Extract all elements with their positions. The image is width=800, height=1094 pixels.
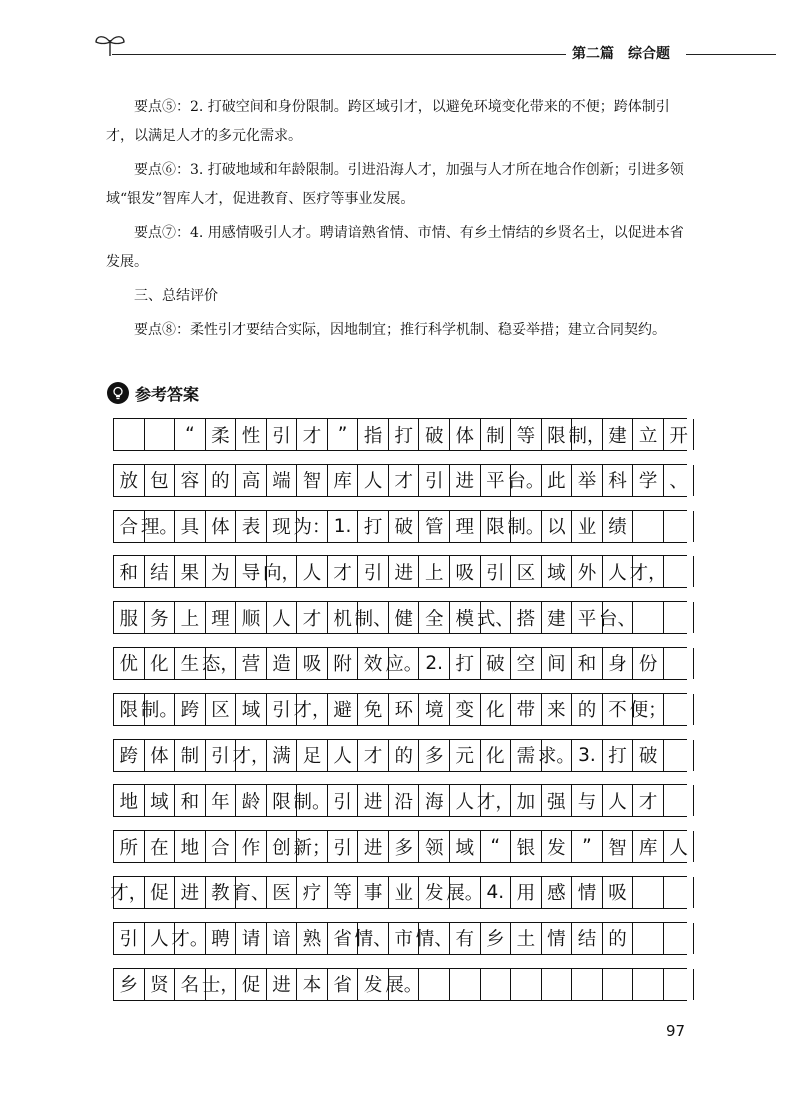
grid-cell: 建 bbox=[603, 419, 634, 450]
grid-cell: 所 bbox=[114, 831, 145, 862]
grid-cell: 破 bbox=[389, 511, 420, 542]
grid-cell: 展。 bbox=[450, 877, 481, 908]
grid-cell: 才 bbox=[328, 556, 359, 587]
grid-cell: 此 bbox=[542, 465, 573, 496]
grid-cell: 谙 bbox=[267, 923, 298, 954]
grid-cell: 全 bbox=[419, 602, 450, 633]
grid-cell: 人 bbox=[145, 923, 176, 954]
answer-title: 参考答案 bbox=[135, 384, 200, 404]
grid-cell: 破 bbox=[633, 740, 664, 771]
grid-cell bbox=[145, 419, 176, 450]
grid-cell: 事 bbox=[358, 877, 389, 908]
grid-cell: 柔 bbox=[206, 419, 237, 450]
grid-cell: 吸 bbox=[297, 648, 328, 679]
grid-cell: 新； bbox=[297, 831, 328, 862]
grid-cell bbox=[664, 923, 695, 954]
grid-cell: 用 bbox=[511, 877, 542, 908]
grid-cell: 导 bbox=[236, 556, 267, 587]
grid-cell: 求。 bbox=[542, 740, 573, 771]
grid-cell: 发 bbox=[358, 969, 389, 1000]
grid-cell: 才 bbox=[297, 419, 328, 450]
grid-cell bbox=[114, 419, 145, 450]
grid-cell: 为： bbox=[297, 511, 328, 542]
grid-cell: 具 bbox=[175, 511, 206, 542]
grid-cell: 情、 bbox=[419, 923, 450, 954]
grid-cell: 促 bbox=[145, 877, 176, 908]
grid-cell: 加 bbox=[511, 785, 542, 816]
grid-cell: 的 bbox=[603, 923, 634, 954]
grid-cell: 台、 bbox=[603, 602, 634, 633]
grid-cell: 展。 bbox=[389, 969, 420, 1000]
grid-cell: 才， bbox=[114, 877, 145, 908]
grid-cell: 引 bbox=[206, 740, 237, 771]
grid-cell: 效 bbox=[358, 648, 389, 679]
grid-cell: 便； bbox=[633, 694, 664, 725]
grid-cell: 业 bbox=[572, 511, 603, 542]
grid-cell: 制。 bbox=[297, 785, 328, 816]
grid-cell: 才 bbox=[297, 602, 328, 633]
grid-cell bbox=[664, 785, 695, 816]
grid-cell: 促 bbox=[236, 969, 267, 1000]
grid-row bbox=[113, 830, 687, 863]
grid-cell: 营 bbox=[236, 648, 267, 679]
grid-cell: 发 bbox=[419, 877, 450, 908]
grid-cell: 育、 bbox=[236, 877, 267, 908]
grid-cell: 附 bbox=[328, 648, 359, 679]
grid-cell: 在 bbox=[145, 831, 176, 862]
grid-cell: 引 bbox=[267, 694, 298, 725]
grid-cell: 海 bbox=[419, 785, 450, 816]
grid-cell: 现 bbox=[267, 511, 298, 542]
grid-cell: 健 bbox=[389, 602, 420, 633]
grid-cell: 化 bbox=[481, 740, 512, 771]
grid-cell: 库 bbox=[328, 465, 359, 496]
grid-cell: 的 bbox=[206, 465, 237, 496]
grid-cell bbox=[511, 969, 542, 1000]
grid-row bbox=[113, 739, 687, 772]
grid-row bbox=[113, 693, 687, 726]
grid-cell: 引 bbox=[419, 465, 450, 496]
grid-cell: 情、 bbox=[358, 923, 389, 954]
grid-cell: 元 bbox=[450, 740, 481, 771]
grid-cell: 建 bbox=[542, 602, 573, 633]
grid-cell: 作 bbox=[236, 831, 267, 862]
grid-cell: 绩 bbox=[603, 511, 634, 542]
grid-cell: 满 bbox=[267, 740, 298, 771]
grid-cell: 和 bbox=[175, 785, 206, 816]
grid-cell: 结 bbox=[572, 923, 603, 954]
grid-cell: 体 bbox=[206, 511, 237, 542]
grid-cell: 外 bbox=[572, 556, 603, 587]
grid-cell: 区 bbox=[206, 694, 237, 725]
grid-cell: 制、 bbox=[358, 602, 389, 633]
grid-cell: 环 bbox=[389, 694, 420, 725]
grid-cell: 免 bbox=[358, 694, 389, 725]
grid-cell bbox=[450, 969, 481, 1000]
grid-cell: 进 bbox=[389, 556, 420, 587]
grid-cell: 龄 bbox=[236, 785, 267, 816]
grid-cell: 高 bbox=[236, 465, 267, 496]
grid-cell: 才 bbox=[358, 740, 389, 771]
grid-cell: 限 bbox=[542, 419, 573, 450]
grid-cell: 优 bbox=[114, 648, 145, 679]
grid-cell: 医 bbox=[267, 877, 298, 908]
grid-cell: 体 bbox=[145, 740, 176, 771]
grid-cell: 多 bbox=[419, 740, 450, 771]
grid-cell: 科 bbox=[603, 465, 634, 496]
grid-cell: 省 bbox=[328, 923, 359, 954]
grid-cell: ” bbox=[572, 831, 603, 862]
grid-cell: 疗 bbox=[297, 877, 328, 908]
grid-cell: 4. bbox=[481, 877, 512, 908]
section-title: 第二篇 综合题 bbox=[566, 43, 698, 63]
grid-cell bbox=[633, 877, 664, 908]
grid-cell: 省 bbox=[328, 969, 359, 1000]
grid-cell: 合 bbox=[206, 831, 237, 862]
grid-cell: 端 bbox=[267, 465, 298, 496]
grid-cell: 打 bbox=[450, 648, 481, 679]
grid-cell: 理。 bbox=[145, 511, 176, 542]
grid-cell: 境 bbox=[419, 694, 450, 725]
answer-heading bbox=[107, 380, 199, 406]
grid-cell: 指 bbox=[358, 419, 389, 450]
grid-cell: 破 bbox=[419, 419, 450, 450]
grid-cell: 进 bbox=[450, 465, 481, 496]
grid-cell bbox=[664, 556, 695, 587]
grid-cell: 份 bbox=[633, 648, 664, 679]
grid-row bbox=[113, 601, 687, 634]
grid-cell: 制。 bbox=[511, 511, 542, 542]
grid-cell: 乡 bbox=[114, 969, 145, 1000]
grid-row bbox=[113, 922, 687, 955]
grid-cell: 理 bbox=[450, 511, 481, 542]
grid-cell: ” bbox=[328, 419, 359, 450]
grid-cell: 平 bbox=[481, 465, 512, 496]
grid-cell: 变 bbox=[450, 694, 481, 725]
grid-cell: 需 bbox=[511, 740, 542, 771]
grid-cell: 发 bbox=[542, 831, 573, 862]
section-heading-summary: 三、总结评价 bbox=[134, 288, 218, 304]
grid-cell: 台。 bbox=[511, 465, 542, 496]
grid-row bbox=[113, 647, 687, 680]
grid-row bbox=[110, 876, 687, 909]
grid-cell: 业 bbox=[389, 877, 420, 908]
lightbulb-icon bbox=[107, 382, 129, 404]
grid-cell: 足 bbox=[297, 740, 328, 771]
grid-cell: 模 bbox=[450, 602, 481, 633]
grid-cell: 域 bbox=[145, 785, 176, 816]
grid-row bbox=[113, 418, 687, 451]
grid-cell: 2. bbox=[419, 648, 450, 679]
grid-cell: 人 bbox=[603, 785, 634, 816]
grid-cell: 平 bbox=[572, 602, 603, 633]
grid-cell: 人 bbox=[297, 556, 328, 587]
grid-cell: 进 bbox=[175, 877, 206, 908]
grid-cell: 体 bbox=[450, 419, 481, 450]
grid-row bbox=[113, 464, 687, 497]
grid-cell: 限 bbox=[114, 694, 145, 725]
point-7: 要点⑦：4. 用感情吸引人才。聘请谙熟省情、市情、有乡土情结的乡贤名士，以促进本省发展。 bbox=[106, 225, 684, 270]
page-number: 97 bbox=[666, 1022, 686, 1040]
grid-cell bbox=[542, 969, 573, 1000]
header-rule-right bbox=[686, 54, 776, 55]
grid-cell: 开 bbox=[664, 419, 695, 450]
answer-grid bbox=[110, 418, 688, 1013]
grid-cell bbox=[664, 877, 695, 908]
grid-cell: 市 bbox=[389, 923, 420, 954]
grid-cell: 果 bbox=[175, 556, 206, 587]
grid-cell: 搭 bbox=[511, 602, 542, 633]
grid-cell: 打 bbox=[603, 740, 634, 771]
grid-cell: 引 bbox=[328, 831, 359, 862]
grid-cell: 身 bbox=[603, 648, 634, 679]
grid-cell: 情 bbox=[572, 877, 603, 908]
grid-cell bbox=[664, 511, 695, 542]
grid-cell: 容 bbox=[175, 465, 206, 496]
grid-cell bbox=[664, 602, 695, 633]
grid-cell: 领 bbox=[419, 831, 450, 862]
grid-cell: 制 bbox=[481, 419, 512, 450]
grid-cell bbox=[664, 694, 695, 725]
grid-cell: 打 bbox=[358, 511, 389, 542]
grid-cell: 3. bbox=[572, 740, 603, 771]
grid-cell: 制。 bbox=[145, 694, 176, 725]
grid-cell bbox=[664, 648, 695, 679]
grid-cell bbox=[664, 740, 695, 771]
grid-cell: 多 bbox=[389, 831, 420, 862]
grid-cell bbox=[419, 969, 450, 1000]
grid-cell: 1. bbox=[328, 511, 359, 542]
grid-cell: 情 bbox=[542, 923, 573, 954]
grid-cell: 士， bbox=[206, 969, 237, 1000]
grid-cell: 感 bbox=[542, 877, 573, 908]
grid-cell: 、 bbox=[664, 465, 695, 496]
grid-cell: 式、 bbox=[481, 602, 512, 633]
grid-cell: 名 bbox=[175, 969, 206, 1000]
grid-cell bbox=[633, 969, 664, 1000]
grid-cell: 贤 bbox=[145, 969, 176, 1000]
grid-cell: 等 bbox=[511, 419, 542, 450]
grid-cell: 人 bbox=[603, 556, 634, 587]
grid-cell: 来 bbox=[542, 694, 573, 725]
grid-cell: 立 bbox=[633, 419, 664, 450]
grid-cell: 人 bbox=[358, 465, 389, 496]
point-8: 要点⑧：柔性引才要结合实际，因地制宜；推行科学机制、稳妥举措；建立合同契约。 bbox=[134, 322, 666, 338]
key-points bbox=[106, 93, 696, 350]
grid-cell: 区 bbox=[511, 556, 542, 587]
grid-cell: 聘 bbox=[206, 923, 237, 954]
grid-cell: 结 bbox=[145, 556, 176, 587]
grid-cell: 造 bbox=[267, 648, 298, 679]
grid-cell: 限 bbox=[481, 511, 512, 542]
grid-row bbox=[113, 555, 687, 588]
grid-cell: 智 bbox=[603, 831, 634, 862]
grid-cell: 本 bbox=[297, 969, 328, 1000]
grid-cell: 强 bbox=[542, 785, 573, 816]
grid-cell: 和 bbox=[114, 556, 145, 587]
grid-cell: 智 bbox=[297, 465, 328, 496]
grid-cell: 的 bbox=[389, 740, 420, 771]
grid-cell: 化 bbox=[145, 648, 176, 679]
grid-cell: 熟 bbox=[297, 923, 328, 954]
grid-cell: 才 bbox=[389, 465, 420, 496]
grid-cell: 吸 bbox=[450, 556, 481, 587]
grid-cell bbox=[481, 969, 512, 1000]
grid-cell: 才 bbox=[633, 785, 664, 816]
grid-cell: 吸 bbox=[603, 877, 634, 908]
grid-cell: 引 bbox=[267, 419, 298, 450]
grid-cell: 制 bbox=[175, 740, 206, 771]
grid-cell: 人 bbox=[664, 831, 695, 862]
grid-cell: 应。 bbox=[389, 648, 420, 679]
grid-cell: 进 bbox=[358, 831, 389, 862]
grid-cell bbox=[664, 969, 695, 1000]
grid-cell: 人 bbox=[267, 602, 298, 633]
grid-cell: 化 bbox=[481, 694, 512, 725]
grid-cell: 以 bbox=[542, 511, 573, 542]
grid-cell bbox=[633, 511, 664, 542]
grid-cell: 有 bbox=[450, 923, 481, 954]
grid-cell: 引 bbox=[328, 785, 359, 816]
grid-cell: 学 bbox=[633, 465, 664, 496]
grid-cell: 等 bbox=[328, 877, 359, 908]
grid-cell: 才， bbox=[297, 694, 328, 725]
grid-cell: 理 bbox=[206, 602, 237, 633]
grid-cell: 地 bbox=[175, 831, 206, 862]
grid-cell: 人 bbox=[328, 740, 359, 771]
grid-cell: 务 bbox=[145, 602, 176, 633]
grid-cell: 引 bbox=[481, 556, 512, 587]
grid-cell: 与 bbox=[572, 785, 603, 816]
grid-cell: 才。 bbox=[175, 923, 206, 954]
grid-row bbox=[113, 968, 687, 1001]
grid-cell: 进 bbox=[358, 785, 389, 816]
grid-cell: “ bbox=[481, 831, 512, 862]
grid-row bbox=[113, 510, 687, 543]
grid-cell: 合 bbox=[114, 511, 145, 542]
grid-cell: 顺 bbox=[236, 602, 267, 633]
page-header bbox=[90, 26, 776, 66]
grid-cell: 间 bbox=[542, 648, 573, 679]
grid-cell: 破 bbox=[481, 648, 512, 679]
grid-cell: 为 bbox=[206, 556, 237, 587]
grid-cell: 态， bbox=[206, 648, 237, 679]
grid-cell: 的 bbox=[572, 694, 603, 725]
grid-cell: 沿 bbox=[389, 785, 420, 816]
grid-cell: 乡 bbox=[481, 923, 512, 954]
grid-cell: 向， bbox=[267, 556, 298, 587]
grid-cell: 人 bbox=[450, 785, 481, 816]
grid-cell: 制， bbox=[572, 419, 603, 450]
grid-row bbox=[113, 784, 687, 817]
grid-cell: 创 bbox=[267, 831, 298, 862]
grid-cell: 限 bbox=[267, 785, 298, 816]
grid-cell: 域 bbox=[450, 831, 481, 862]
grid-cell: 打 bbox=[389, 419, 420, 450]
grid-cell: 域 bbox=[236, 694, 267, 725]
point-6: 要点⑥：3. 打破地域和年龄限制。引进沿海人才，加强与人才所在地合作创新；引进多领域“银发”智库人才，促进教育、医疗等事业发展。 bbox=[106, 162, 684, 207]
grid-cell: 机 bbox=[328, 602, 359, 633]
grid-cell: 放 bbox=[114, 465, 145, 496]
grid-cell: 域 bbox=[542, 556, 573, 587]
grid-cell: 上 bbox=[419, 556, 450, 587]
sprout-icon bbox=[90, 26, 130, 66]
grid-cell bbox=[633, 923, 664, 954]
grid-cell: 地 bbox=[114, 785, 145, 816]
grid-cell: 引 bbox=[358, 556, 389, 587]
grid-cell: 教 bbox=[206, 877, 237, 908]
grid-cell: 包 bbox=[145, 465, 176, 496]
grid-cell: 服 bbox=[114, 602, 145, 633]
grid-cell: 银 bbox=[511, 831, 542, 862]
grid-cell: 跨 bbox=[175, 694, 206, 725]
grid-cell: 跨 bbox=[114, 740, 145, 771]
grid-cell: 生 bbox=[175, 648, 206, 679]
grid-cell bbox=[633, 602, 664, 633]
grid-cell: 才， bbox=[481, 785, 512, 816]
grid-cell: 表 bbox=[236, 511, 267, 542]
grid-cell: 不 bbox=[603, 694, 634, 725]
grid-cell: “ bbox=[175, 419, 206, 450]
grid-cell: 带 bbox=[511, 694, 542, 725]
grid-cell: 才， bbox=[236, 740, 267, 771]
grid-cell: 引 bbox=[114, 923, 145, 954]
grid-cell: 年 bbox=[206, 785, 237, 816]
grid-cell: 上 bbox=[175, 602, 206, 633]
grid-cell bbox=[603, 969, 634, 1000]
grid-cell: 土 bbox=[511, 923, 542, 954]
grid-cell: 才， bbox=[633, 556, 664, 587]
grid-cell: 库 bbox=[633, 831, 664, 862]
point-5: 要点⑤：2. 打破空间和身份限制。跨区域引才，以避免环境变化带来的不便；跨体制引才，以满足人才的多元化需求。 bbox=[106, 99, 670, 144]
grid-cell: 避 bbox=[328, 694, 359, 725]
grid-cell: 管 bbox=[419, 511, 450, 542]
grid-cell: 和 bbox=[572, 648, 603, 679]
grid-cell bbox=[572, 969, 603, 1000]
grid-cell: 进 bbox=[267, 969, 298, 1000]
grid-cell: 举 bbox=[572, 465, 603, 496]
grid-cell: 性 bbox=[236, 419, 267, 450]
grid-cell: 空 bbox=[511, 648, 542, 679]
grid-cell: 请 bbox=[236, 923, 267, 954]
